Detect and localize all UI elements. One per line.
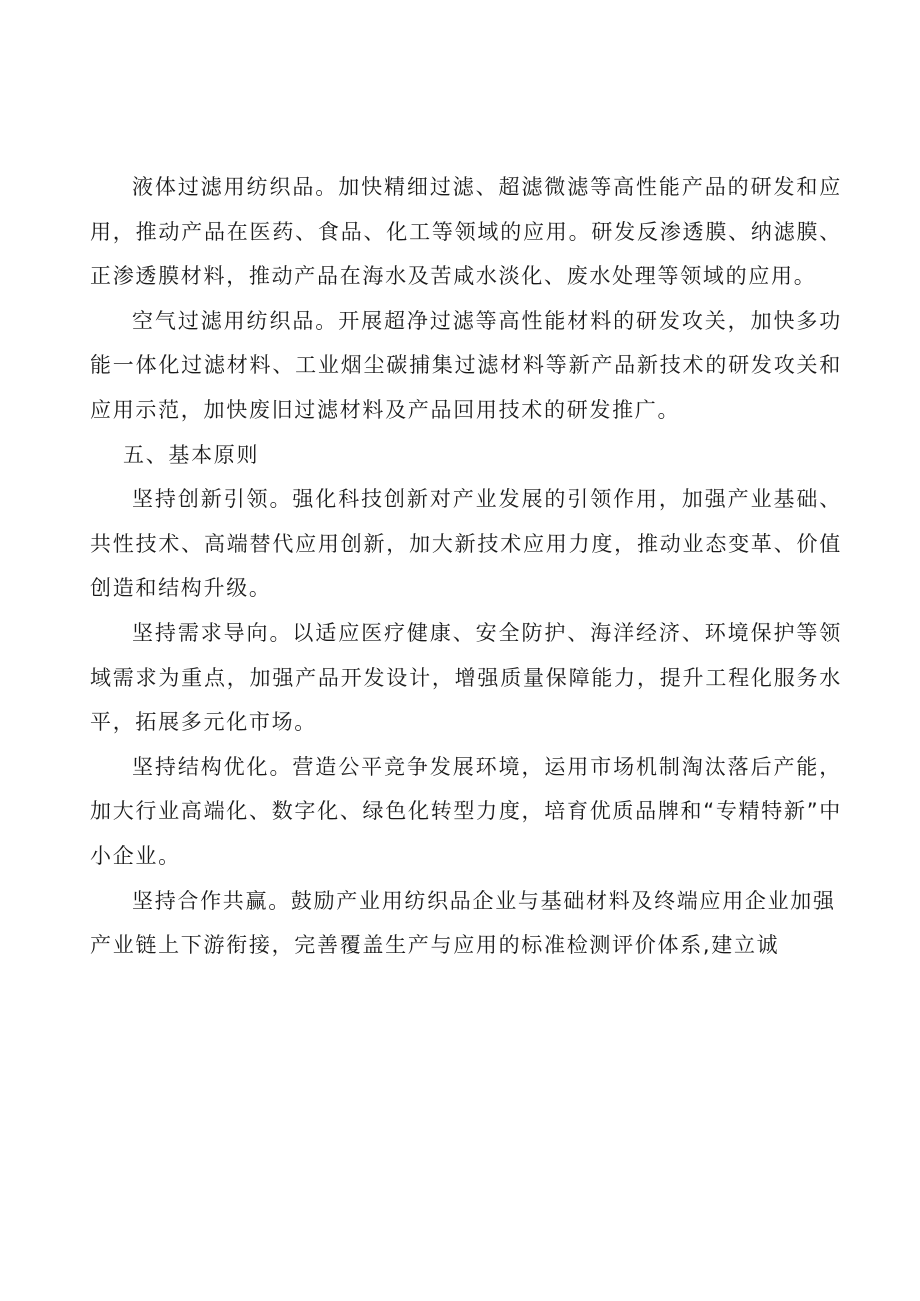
principle-innovation: 坚持创新引领。强化科技创新对产业发展的引领作用，加强产业基础、共性技术、高端替代应用创新，加大新技术应用力度，推动业态变革、价值创造和结构升级。 — [90, 487, 842, 601]
document-body — [90, 165, 842, 968]
paragraph-liquid-filtration: 液体过滤用纺织品。加快精细过滤、超滤微滤等高性能产品的研发和应用，推动产品在医药、食品、化工等领域的应用。研发反渗透膜、纳滤膜、正渗透膜材料，推动产品在海水及苦咸水淡化、废水处理等领域的应用。 — [90, 175, 842, 289]
principle-demand: 坚持需求导向。以适应医疗健康、安全防护、海洋经济、环境保护等领域需求为重点，加强产品开发设计，增强质量保障能力，提升工程化服务水平，拓展多元化市场。 — [90, 620, 842, 735]
section-heading: 五、基本原则 — [123, 442, 260, 467]
principle-structure: 坚持结构优化。营造公平竞争发展环境，运用市场机制淘汰落后产能，加大行业高端化、数字化、绿色化转型力度，培育优质品牌和“专精特新”中小企业。 — [90, 754, 842, 868]
principle-cooperation: 坚持合作共赢。鼓励产业用纺织品企业与基础材料及终端应用企业加强产业链上下游衔接，完善覆盖生产与应用的标准检测评价体系,建立诚 — [90, 888, 836, 958]
paragraph-air-filtration: 空气过滤用纺织品。开展超净过滤等高性能材料的研发攻关，加快多功能一体化过滤材料、工业烟尘碳捕集过滤材料等新产品新技术的研发攻关和应用示范，加快废旧过滤材料及产品回用技术的研发推广。 — [90, 308, 842, 422]
